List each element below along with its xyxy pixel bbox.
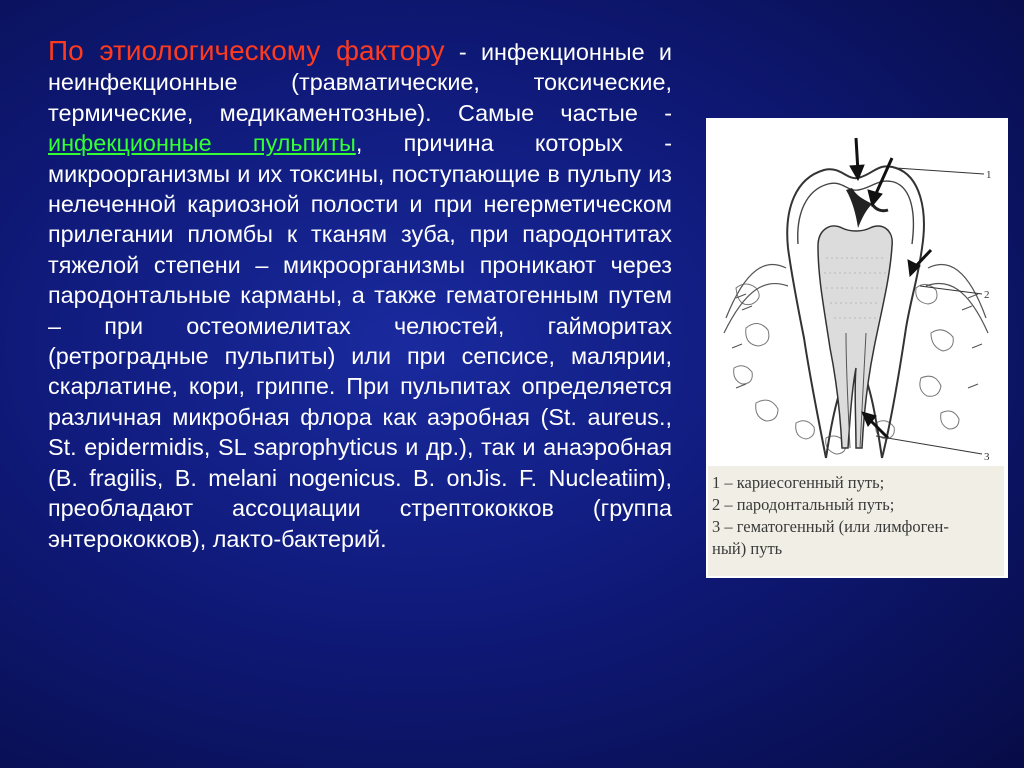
legend-item-3: 3 – гематогенный (или лимфоген- — [712, 517, 949, 536]
paragraph-part1: инфекционные и неинфекционные (травматические, токсические, термические, медикаментозные). Самые частые - — [48, 39, 672, 126]
label-1: 1 — [986, 169, 992, 181]
legend-item-3-cont: ный) путь — [712, 539, 783, 558]
label-2: 2 — [984, 289, 990, 301]
label-3: 3 — [984, 451, 990, 463]
pulp-chamber — [818, 226, 892, 448]
paragraph-part2: , причина которых - микроорганизмы и их токсины, поступающие в пульпу из нелеченной кариозной полости и при негерметическом прилегании пломбы к тканям зуба, при пародонтитах тяжелой степени – микроорганизмы проникают через пародонтальные карманы, а также гематогенным путем – при остеомиелитах челюстей, гайморитах (ретроградные пульпиты) или при сепсисе, малярии, скарлатине, кори, гриппе. При пульпитах определяется различная микробная флора как аэробная (St. aureus., St. epidermidis, SL saprophyticus и др.), так и анаэробная (B. fragilis, B. melani nogenicus. B. onJis. F. Nucleatiim), преобладают ассоциации стрептококков (группа энтерококков), лакто-бактерий. — [48, 130, 672, 552]
legend-item-2: 2 – пародонтальный путь; — [712, 495, 895, 514]
legend-item-1: 1 – кариесогенный путь; — [712, 473, 885, 492]
tooth-diagram — [706, 118, 1008, 468]
figure-legend — [708, 466, 1004, 576]
lead-dash: - — [458, 39, 467, 65]
infectious-pulpitis-link[interactable]: инфекционные пульпиты — [48, 130, 356, 157]
main-paragraph — [48, 36, 672, 554]
paragraph-lead: По этиологическому фактору — [48, 35, 445, 66]
